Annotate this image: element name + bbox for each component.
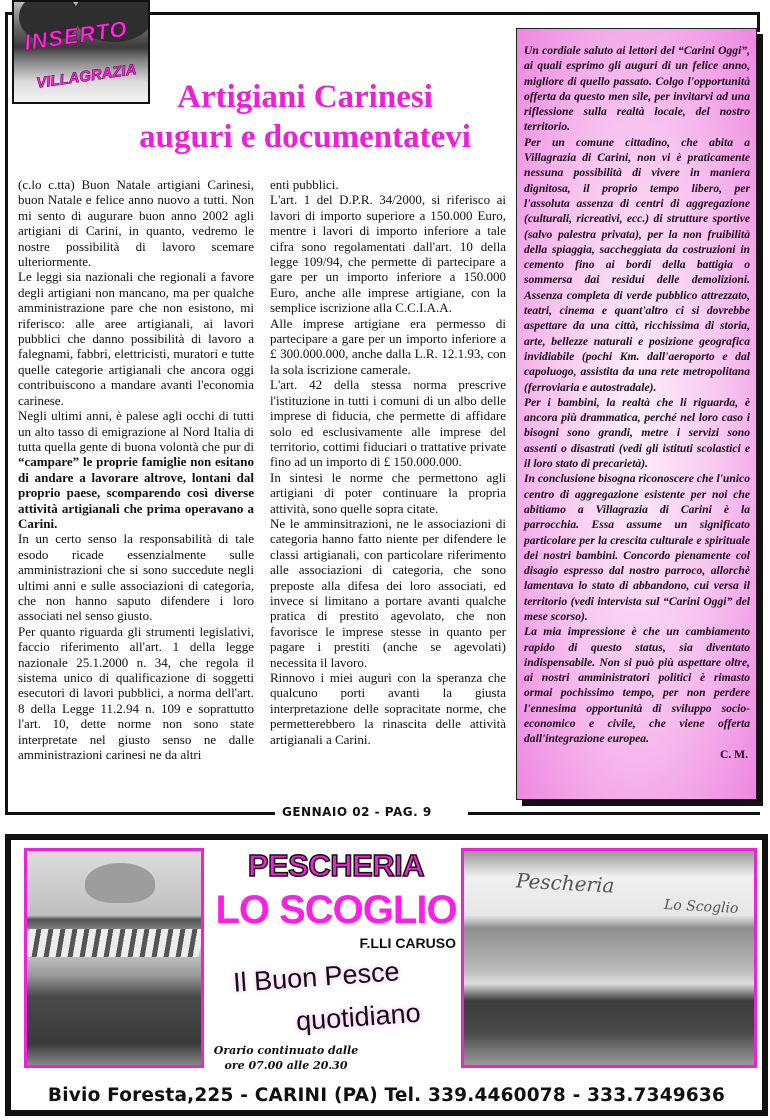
villagrazia-label: VILLAGRAZIA — [35, 61, 138, 92]
ad-slogan-line1: Il Buon Pesce — [232, 956, 401, 998]
signature: C. M. — [719, 747, 748, 761]
paragraph: In un certo senso la responsabilità di tale esodo ricade essenzialmente sulle amministrazioni che si sono succedute negli ultimi anni e sulle associazioni di categoria, che non hanno saputo difendere i loro associati nel senso giusto. — [18, 531, 254, 624]
editorial-sidebar — [516, 28, 757, 800]
page-footer — [0, 804, 770, 822]
inserto-label: INSERTO — [22, 15, 130, 56]
paragraph: Le leggi sia nazionali che regionali a favore degli artigiani non mancano, ma per qualche amministrazione pare che non esistono, mi riferisco: alle aree artigianali, ai lavori pubblici che danno possibilità di lavoro a falegnami, fabbri, elettricisti, muratori e tutte quelle categorie artigianali che ancora oggi contribuiscono a mandare avanti l'economia carinese. — [18, 269, 254, 408]
hours-line2: ore 07.00 alle 20.30 — [224, 1059, 348, 1072]
paragraph: In sintesi le norme che permettono agli artigiani di poter continuare la propria attività, sono quelle sopra citate. — [270, 469, 506, 516]
sidebar-paragraph: La mia impressione è che un cambiamento rapido di questo status, sia diventato indispensabile. Non si può più aspettare oltre, ai nostri amministratori politici è rimasto ormai pochissimo tempo, per non perdere l'ennesima opportunità di sviluppo socio-economico e civile, che viene offerta dall'integrazione europea. — [524, 625, 750, 746]
paragraph: Rinnovo i miei auguri con la speranza che qualcuno porti avanti la giusta interpretazione delle sopracitate norme, che permetterebbero la rinascita delle attività artigianali a Carini. — [270, 670, 506, 747]
hours-line1: Orario continuato dalle — [213, 1044, 359, 1057]
paragraph: (c.lo c.tta) Buon Natale artigiani Carinesi, buon Natale e felice anno nuovo a tutti. Non mi sento di augurare buon anno 2002 agli artigiani di Carini, in quanto, vedremo le nostre possibilità di lavoro scemare ulteriormente. — [18, 177, 254, 270]
paragraph: L'art. 42 della stessa norma prescrive l'istituzione in tutti i comuni di un albo delle imprese di fiducia, che permette di affidare solo ed esclusivamente alle imprese del territorio, cottimi fiduciari o trattative private fino ad un importo di £ 150.000.000. — [270, 377, 506, 470]
bold-emphasis: “campare” le proprie famiglie non esitano di andare a lavorare altrove, lontani dal proprio paese, scomparendo così diverse attività artigianali che prima operavano a Carini. — [18, 454, 254, 531]
striped-awning — [25, 929, 204, 957]
pescheria-advertisement — [5, 834, 768, 1116]
article-column-1 — [18, 177, 254, 762]
article-column-2 — [270, 177, 506, 747]
ad-shop-name: LO SCOGLIO — [215, 888, 457, 932]
paragraph — [18, 408, 254, 531]
fish-counter-photo — [461, 848, 757, 1068]
ad-address-phone: Bivio Foresta,225 - CARINI (PA) Tel. 339.4460078 - 333.7349636 — [47, 1085, 726, 1106]
sidebar-paragraph: Per un comune cittadino, che abita a Villagrazia di Carini, non vi è praticamente nessuna possibilità di vivere in maniera dignitosa, il proprio tempo libero, per l'assoluta assenza di centri di aggregazione (culturali, ricreativi, ecc.) di strutture sportive (salvo palestra privata), per la non fruibilità della spiaggia, saccheggiata da costruzioni in cemento fino ai bordi della battigia o sommersa dai residui delle demolizioni. Assenza completa di verde pubblico attrezzato, teatri, cinema e quant'altro ci si dovrebbe aspettare da una città, ricchissima di storia, arte, bellezze naturali e posizione geografica invidiabile (pochi Km. dall'aeroporto e dal capoluogo, assistita da una rete metropolitana (ferroviaria e autostradale). — [524, 135, 750, 394]
sidebar-paragraph: Per i bambini, la realtà che li riguarda, è ancora più drammatica, perché nel loro caso i bisogni sono grandi, metre i servizi sono assenti o disastrati (vedi gli istituti scolastici e il loro stato di precarietà). — [524, 395, 750, 471]
sidebar-paragraph: In conclusione bisogna riconoscere che l'unico centro di aggregazione esistente per noi che abitiamo a Villagrazia di Carini è la parrocchia. Essa assume un significato particolare per la crescita culturale e spirituale dei nostri bambini. Concordo pienamente col disagio espresso dal nostro parroco, allorchè lamentava lo stato di abbandono, cui versa il territorio (vedi intervista sul “Carini Oggi” del mese scorso). — [524, 472, 750, 623]
sidebar-paragraph: Un cordiale saluto ai lettori del “Carini Oggi”, ai quali esprimo gli auguri di un felice anno, migliore di quello passato. Colgo l'opportunità offerta da questo men sile, per invitarvi ad una riflessione sulla realtà locale, del nostro territorio. — [524, 44, 750, 134]
paragraph: Alle imprese artigiane era permesso di partecipare a gare per un importo inferiore a £ 300.000.000, anche dalla L.R. 12.1.93, con la sola iscrizione camerale. — [270, 315, 506, 377]
paragraph: Per quanto riguarda gli strumenti legislativi, faccio riferimento all'art. 1 della legge nazionale 25.1.2000 n. 34, che regola il sistema unico di qualificazione di soggetti esecutori di lavori pubblici, a norma dell'art. 8 della Legge 11.2.94 n. 109 e soprattutto l'art. 10, dette norme non sono state interpretate nel giusto senso ne dalle amministrazioni carinesi ne da altri — [18, 623, 254, 763]
fish-sculpture — [85, 863, 155, 903]
photo-sign-scoglio: Lo Scoglio — [663, 897, 739, 917]
footer-rule — [468, 812, 760, 815]
page-frame-left — [5, 12, 8, 815]
page-frame-right — [757, 12, 760, 32]
ad-heading: PESCHERIA — [247, 848, 425, 883]
footer-rule — [5, 812, 275, 815]
paragraph: L'art. 1 del D.P.R. 34/2000, si riferisco ai lavori di importo superiore a 150.000 Euro, mentre i lavori di importo inferiore a tale cifra sono regolamentati dall'art. 10 della legge 109/94, che permette di partecipare a gare per un importo inferiore a 150.000 Euro, anche alle imprese artigiane, con la semplice iscrizione alla C.C.I.A.A. — [270, 192, 506, 316]
paragraph: enti pubblici. — [270, 177, 339, 192]
page-number: GENNAIO 02 - PAG. 9 — [282, 805, 432, 819]
shop-front-photo — [24, 848, 204, 1068]
ad-opening-hours — [211, 1043, 361, 1073]
article-subtitle: auguri e documentatevi — [139, 119, 471, 155]
paragraph: Ne le amminsitrazioni, ne le associazioni di categoria hanno fatto niente per difendere le classi artigianali, con particolare riferimento alle associazioni di categoria, che sono preposte alla difesa dei loro associati, ed invece si limitano a portare avanti qualche pratica di prestito agevolato, che non favorisce le imprese stesse in quanto per pagare i prestiti (anche se agevolati) necessita il lavoro. — [270, 515, 506, 670]
paragraph-text: Negli ultimi anni, è palese agli occhi di tutti un alto tasso di emigrazione al Nord Italia di tutta quella gente di buona volontà che pur di — [18, 408, 254, 454]
photo-sign-pescheria: Pescheria — [515, 868, 616, 898]
article-title: Artigiani Carinesi — [177, 79, 433, 115]
ad-slogan-line2: quotidiano — [295, 997, 422, 1037]
ad-owners: F.LLI CARUSO — [359, 935, 456, 951]
